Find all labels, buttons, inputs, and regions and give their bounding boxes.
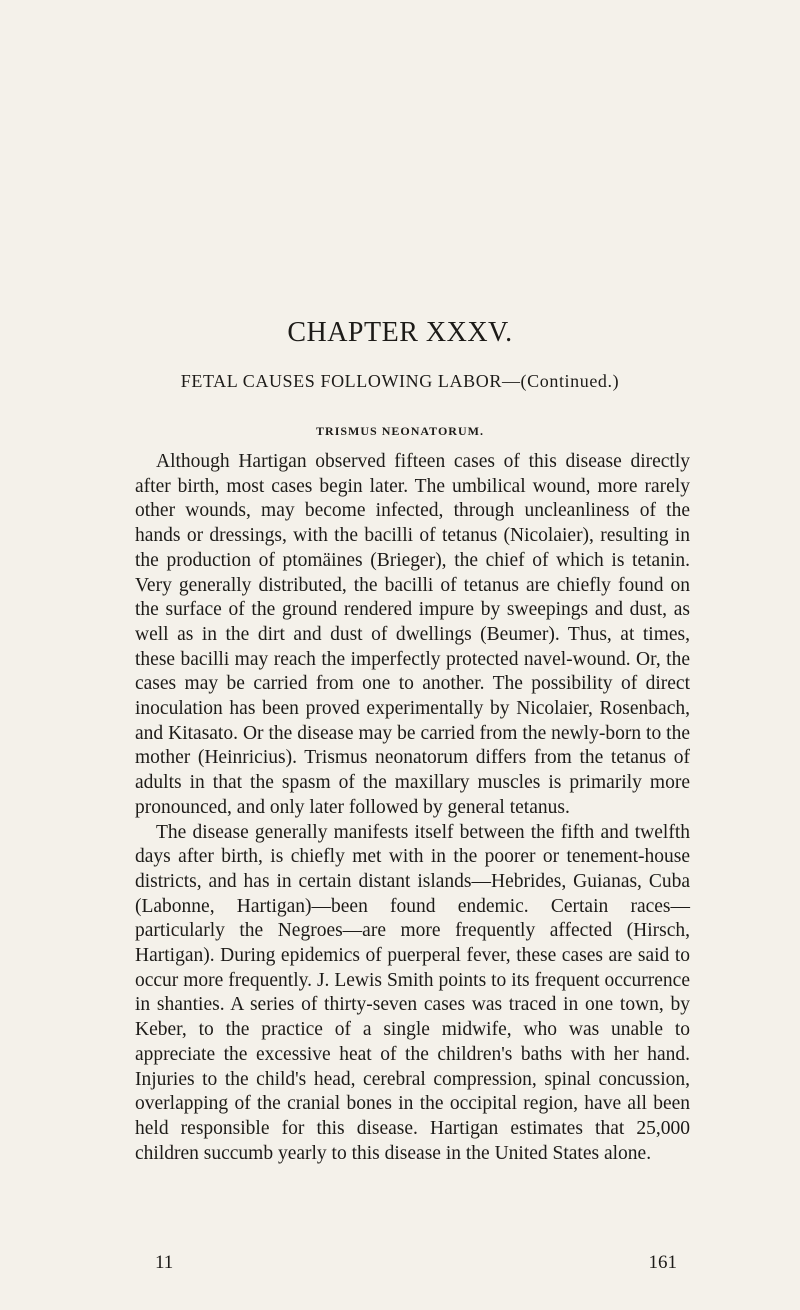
page-number: 161	[648, 1252, 677, 1273]
chapter-title: CHAPTER XXXV.	[287, 317, 513, 348]
body-text	[135, 450, 690, 1166]
paragraph: Although Hartigan observed fifteen cases of this disease directly after birth, most cases begin later. The umbilical wound, more rarely other wounds, may become infected, through uncleanliness of the hands or dressings, with the bacilli of tetanus (Nicolaier), resulting in the production of ptomäines (Brieger), the chief of which is tetanin. Very generally distributed, the bacilli of tetanus are chiefly found on the surface of the ground rendered impure by sweepings and dust, as well as in the dirt and dust of dwellings (Beumer). Thus, at times, these bacilli may reach the imperfectly protected navel-wound. Or, the cases may be carried from one to another. The possibility of direct inoculation has been proved experimentally by Nicolaier, Rosenbach, and Kitasato. Or the disease may be carried from the newly-born to the mother (Heinricius). Trismus neonatorum differs from the tetanus of adults in that the spasm of the maxillary muscles is primarily more pronounced, and only later followed by general tetanus.	[135, 451, 690, 818]
section-title: FETAL CAUSES FOLLOWING LABOR—(Continued.)	[180, 371, 620, 391]
subsection-title: TRISMUS NEONATORUM.	[316, 424, 484, 438]
signature-mark: 11	[155, 1252, 174, 1273]
paragraph: The disease generally manifests itself between the fifth and twelfth days after birth, is chiefly met with in the poorer or tenement-house districts, and has in certain distant islands—Hebrides, Guianas, Cuba (Labonne, Hartigan)—been found endemic. Certain races—particularly the Negroes—are more frequently affected (Hirsch, Hartigan). During epidemics of puerperal fever, these cases are said to occur more frequently. J. Lewis Smith points to its frequent occurrence in shanties. A series of thirty-seven cases was traced in one town, by Keber, to the practice of a single midwife, who was unable to appreciate the excessive heat of the children's baths with her hand. Injuries to the child's head, cerebral compression, spinal concussion, overlapping of the cranial bones in the occipital region, have all been held responsible for this disease. Hartigan estimates that 25,000 children succumb yearly to this disease in the United States alone.	[135, 821, 690, 1164]
page-footer	[155, 1252, 677, 1276]
